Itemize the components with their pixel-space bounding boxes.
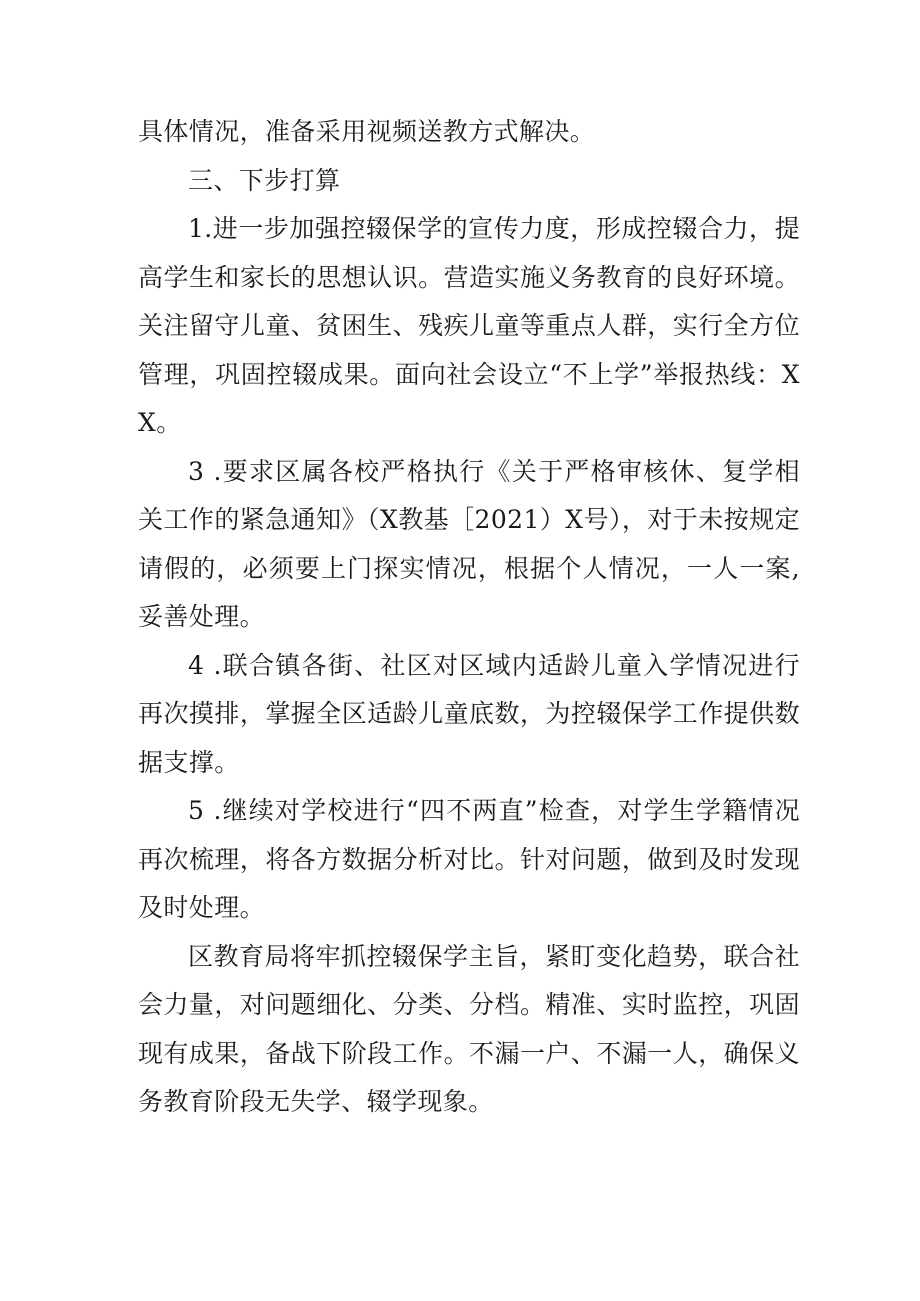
paragraph-conclusion: 区教育局将牢抓控辍保学主旨，紧盯变化趋势，联合社会力量，对问题细化、分类、分档。精准、实时监控，巩固现有成果，备战下阶段工作。不漏一户、不漏一人，确保义务教育阶段无失学、辍学现象。: [138, 941, 800, 1116]
document-body: [138, 108, 800, 1127]
section-heading-next-steps: 三、下步打算: [188, 165, 341, 195]
paragraph-item-3: 3 .要求区属各校严格执行《关于严格审核休、复学相关工作的紧急通知》（X教基［2021）X号），对于未按规定请假的，必须要上门探实情况，根据个人情况，一人一案,妥善处理。: [138, 456, 800, 631]
paragraph-item-5: 5 .继续对学校进行“四不两直”检查，对学生学籍情况再次梳理，将各方数据分析对比。针对问题，做到及时发现及时处理。: [138, 796, 800, 922]
paragraph-item-4: 4 .联合镇各街、社区对区域内适龄儿童入学情况进行再次摸排，掌握全区适龄儿童底数，为控辍保学工作提供数据支撑。: [138, 650, 800, 777]
paragraph-continuation: 具体情况，准备采用视频送教方式解决。: [138, 117, 596, 146]
paragraph-item-1: 1.进一步加强控辍保学的宣传力度，形成控辍合力，提高学生和家长的思想认识。营造实施义务教育的良好环境。关注留守儿童、贫困生、残疾儿童等重点人群，实行全方位管理，巩固控辍成果。面向社会设立“不上学”举报热线：XX。: [138, 214, 800, 437]
